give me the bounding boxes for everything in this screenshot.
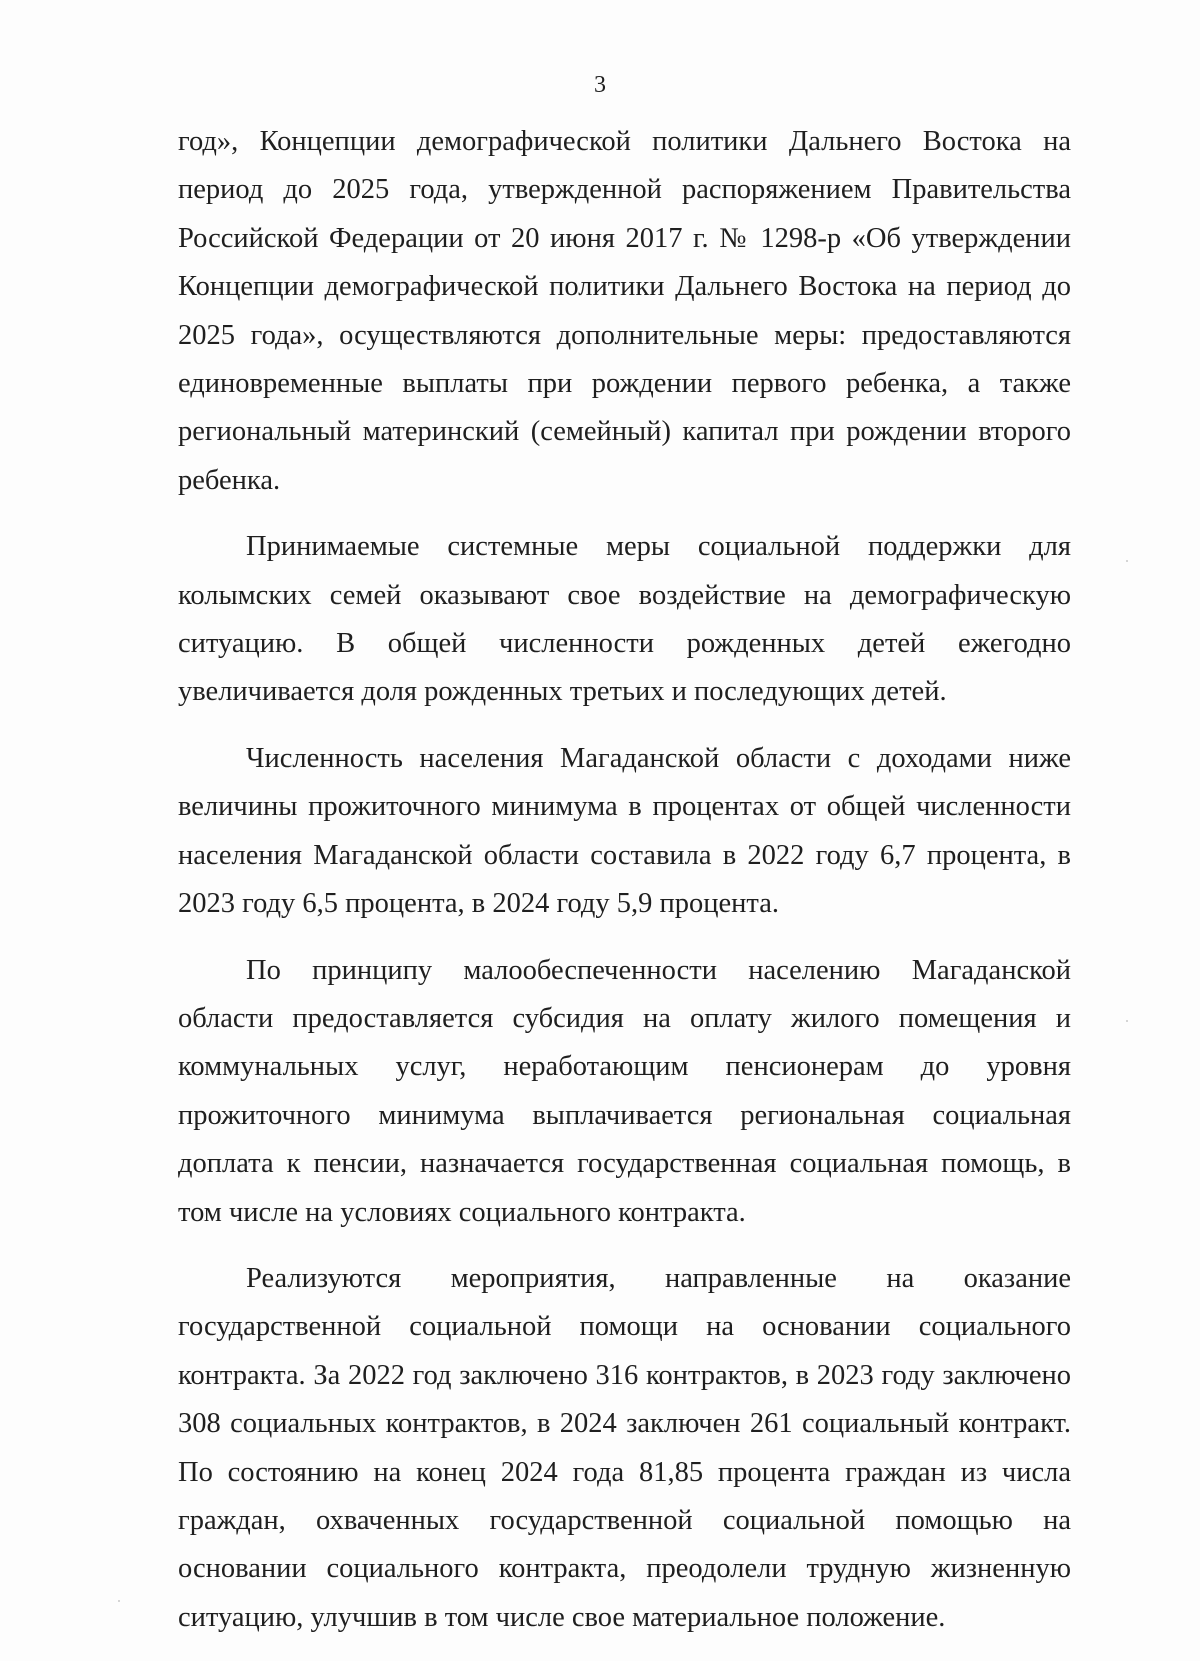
scan-speck	[1126, 560, 1128, 562]
scan-speck	[1126, 1020, 1128, 1022]
document-body	[178, 118, 1071, 1660]
page-number: 3	[594, 72, 606, 98]
scan-speck	[118, 1600, 120, 1602]
paragraph-social-contracts: Реализуются мероприятия, направленные на оказание государственной социальной помощи на основании социального контракта. За 2022 год заключено 316 контрактов, в 2023 году заключено 308 социальных контрактов, в 2024 заключен 261 социальный контракт. По состоянию на конец 2024 года 81,85 процента граждан из числа граждан, охваченных государственной социальной помощью на основании социального контракта, преодолели трудную жизненную ситуацию, улучшив в том числе свое материальное положение.	[178, 1262, 1071, 1633]
paragraph-continuation: год», Концепции демографической политики Дальнего Востока на период до 2025 года, утвержденной распоряжением Правительства Российской Федерации от 20 июня 2017 г. № 1298-р «Об утверждении Концепции демографической политики Дальнего Востока на период до 2025 года», осуществляются дополнительные меры: предоставляются единовременные выплаты при рождении первого ребенка, а также региональный материнский (семейный) капитал при рождении второго ребенка.	[178, 126, 1071, 496]
paragraph-subsidies: По принципу малообеспеченности населению Магаданской области предоставляется субсидия на оплату жилого помещения и коммунальных услуг, неработающим пенсионерам до уровня прожиточного минимума выплачивается региональная социальная доплата к пенсии, назначается государственная социальная помощь, в том числе на условиях социального контракта.	[178, 954, 1071, 1228]
paragraph-family-support: Принимаемые системные меры социальной поддержки для колымских семей оказывают свое воздействие на демографическую ситуацию. В общей численности рожденных детей ежегодно увеличивается доля рожденных третьих и последующих детей.	[178, 531, 1071, 708]
paragraph-low-income-share: Численность населения Магаданской области с доходами ниже величины прожиточного минимума в процентах от общей численности населения Магаданской области составила в 2022 году 6,7 процента, в 2023 году 6,5 процента, в 2024 году 5,9 процента.	[178, 742, 1071, 920]
